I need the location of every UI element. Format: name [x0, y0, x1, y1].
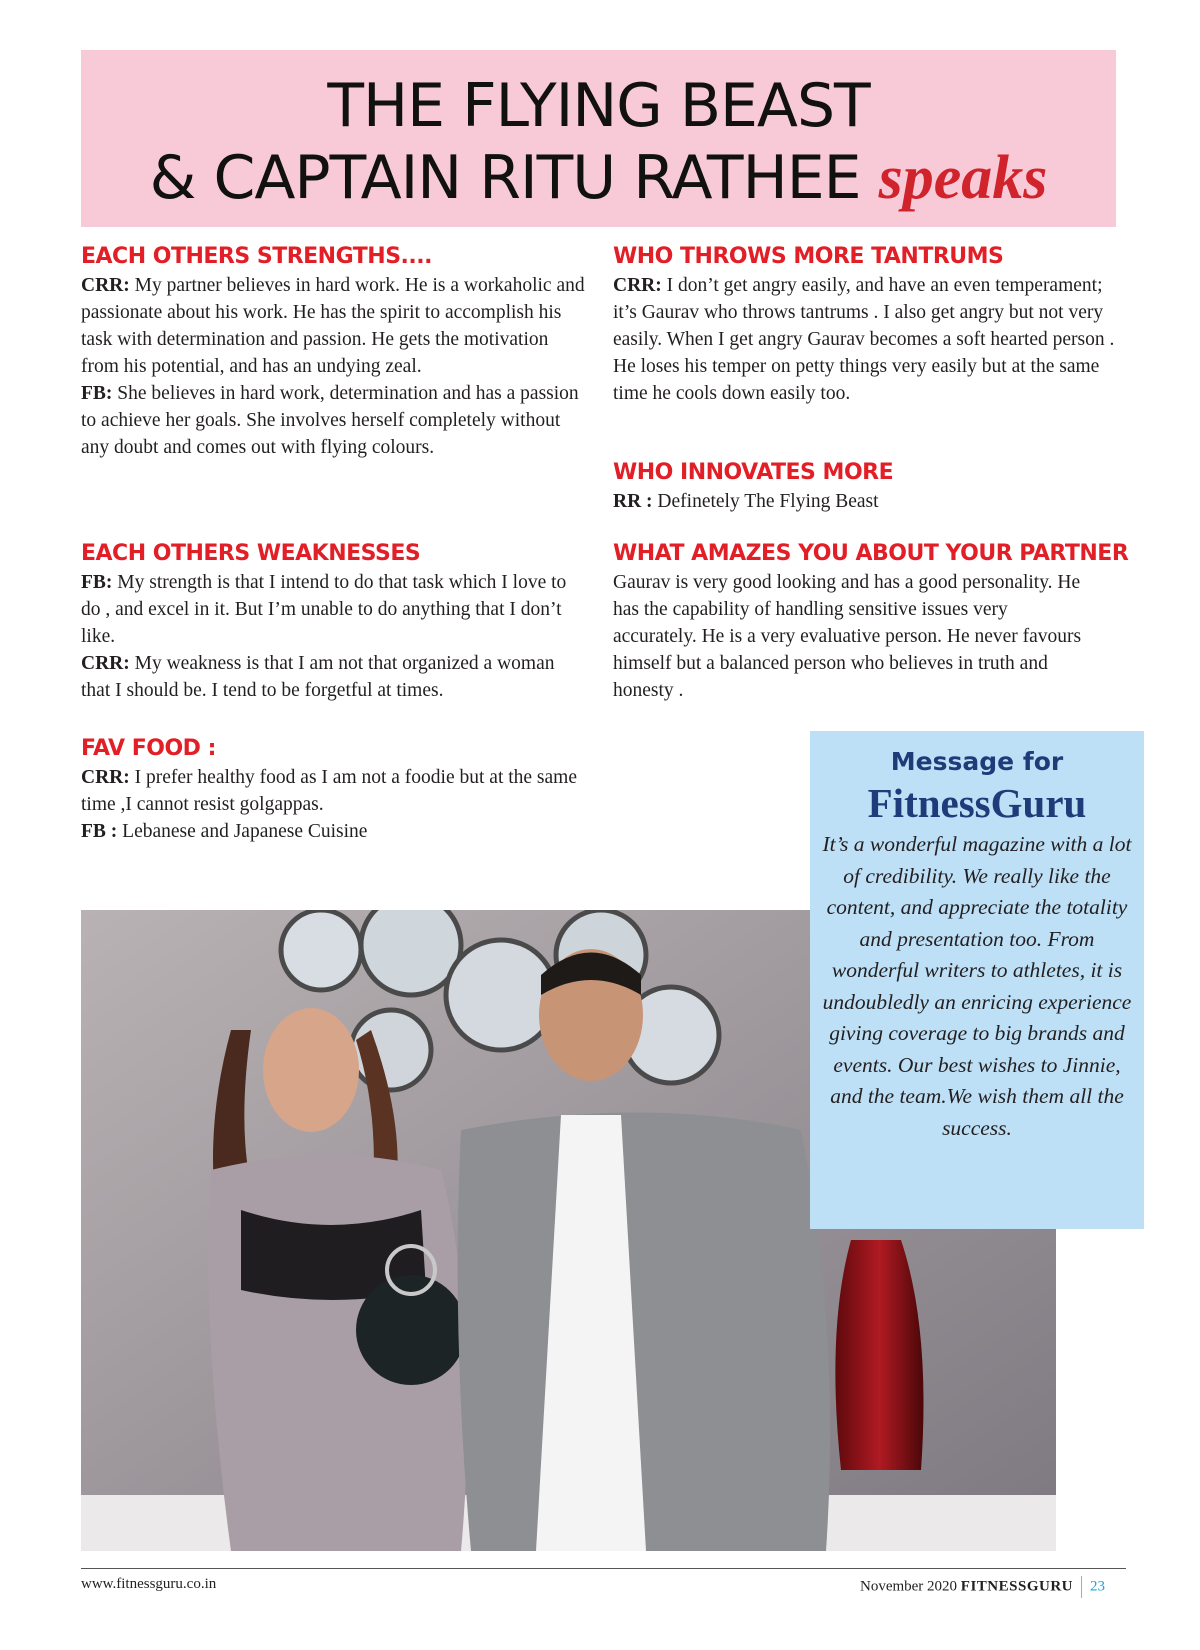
speaker-label: RR :: [613, 491, 653, 512]
answer-paragraph: [81, 818, 586, 845]
answer-paragraph: [81, 569, 586, 650]
answer-text: My strength is that I intend to do that task which I love to do , and excel in it. But I’m unable to do anything that I don’t like.: [81, 572, 567, 647]
title-banner: [81, 50, 1116, 227]
title-accent: speaks: [878, 144, 1048, 212]
answer-paragraph: [613, 488, 1118, 515]
message-heading: Message for: [890, 747, 1064, 776]
speaker-label: CRR:: [81, 767, 130, 788]
section-heading: EACH OTHERS STRENGTHS....: [81, 244, 432, 269]
section-heading: WHAT AMAZES YOU ABOUT YOUR PARTNER: [613, 541, 1129, 566]
section-amazes: [613, 539, 1143, 704]
footer-issue: [860, 1576, 1105, 1598]
speaker-label: CRR:: [613, 275, 662, 296]
answer-paragraph: Gaurav is very good looking and has a good personality. He has the capability of handling sensitive issues very accurately. He is a very evaluative person. He never favours himself but a balanced person who believes in truth and honesty .: [613, 572, 1082, 701]
answer-text: I prefer healthy food as I am not a foodie but at the same time ,I cannot resist golgappas.: [81, 767, 578, 815]
answer-text: My weakness is that I am not that organized a woman that I should be. I tend to be forgetful at times.: [81, 653, 555, 701]
speaker-label: FB :: [81, 821, 118, 842]
message-box: [810, 731, 1144, 1229]
section-heading: EACH OTHERS WEAKNESSES: [81, 541, 421, 566]
section-innovates: [613, 458, 1118, 515]
speaker-label: FB:: [81, 383, 113, 404]
footer-website: www.fitnessguru.co.in: [81, 1576, 217, 1592]
section-heading: WHO THROWS MORE TANTRUMS: [613, 244, 1004, 269]
answer-text: I don’t get angry easily, and have an even temperament; it’s Gaurav who throws tantrums . I also get angry but not very easily. When I get angry Gaurav becomes a soft hearted person .: [613, 275, 1115, 350]
footer-separator: [1081, 1576, 1082, 1598]
section-heading: FAV FOOD :: [81, 736, 216, 761]
footer-issue-date: November 2020: [859, 1578, 961, 1595]
answer-paragraph: [81, 380, 586, 461]
title-line-1: THE FLYING BEAST: [327, 71, 870, 141]
answer-text: Lebanese and Japanese Cuisine: [117, 821, 368, 842]
speaker-label: FB:: [81, 572, 113, 593]
answer-paragraph: [81, 764, 586, 818]
section-heading: WHO INNOVATES MORE: [613, 460, 894, 485]
answer-text: My partner believes in hard work. He is a workaholic and passionate about his work. He has the spirit to accomplish his task with determination and passion. He gets the motivation from his potential, and has an undying zeal.: [81, 275, 585, 377]
answer-text: She believes in hard work, determination and has a passion to achieve her goals. She involves herself completely without any doubt and comes out with flying colours.: [81, 383, 579, 458]
title-line-2: [81, 144, 1116, 212]
answer-paragraph: [613, 272, 1118, 353]
answer-paragraph: He loses his temper on petty things very easily but at the same time he cools down easily too.: [613, 356, 1100, 404]
section-fav-food: [81, 734, 586, 845]
section-strengths: [81, 242, 586, 461]
title-names: & CAPTAIN RITU RATHEE: [149, 143, 861, 213]
message-text: It’s a wonderful magazine with a lot of credibility. We really like the content, and appreciate the totality and presentation too. From wonderful writers to athletes, it is undoubledly an enricing experience giving coverage to big brands and events. Our best wishes to Jinnie, and the team.We wish them all the success.: [822, 832, 1132, 1140]
speaker-label: CRR:: [81, 275, 130, 296]
answer-text: Definetely The Flying Beast: [652, 491, 879, 512]
answer-paragraph: [81, 650, 586, 704]
footer-brand: FITNESSGURU: [960, 1578, 1073, 1595]
section-tantrums: [613, 242, 1118, 407]
section-weaknesses: [81, 539, 586, 704]
page-number: 23: [1090, 1578, 1105, 1595]
footer-rule: [81, 1568, 1126, 1569]
speaker-label: CRR:: [81, 653, 130, 674]
answer-paragraph: [81, 272, 586, 380]
message-brand: FitnessGuru: [867, 780, 1087, 826]
